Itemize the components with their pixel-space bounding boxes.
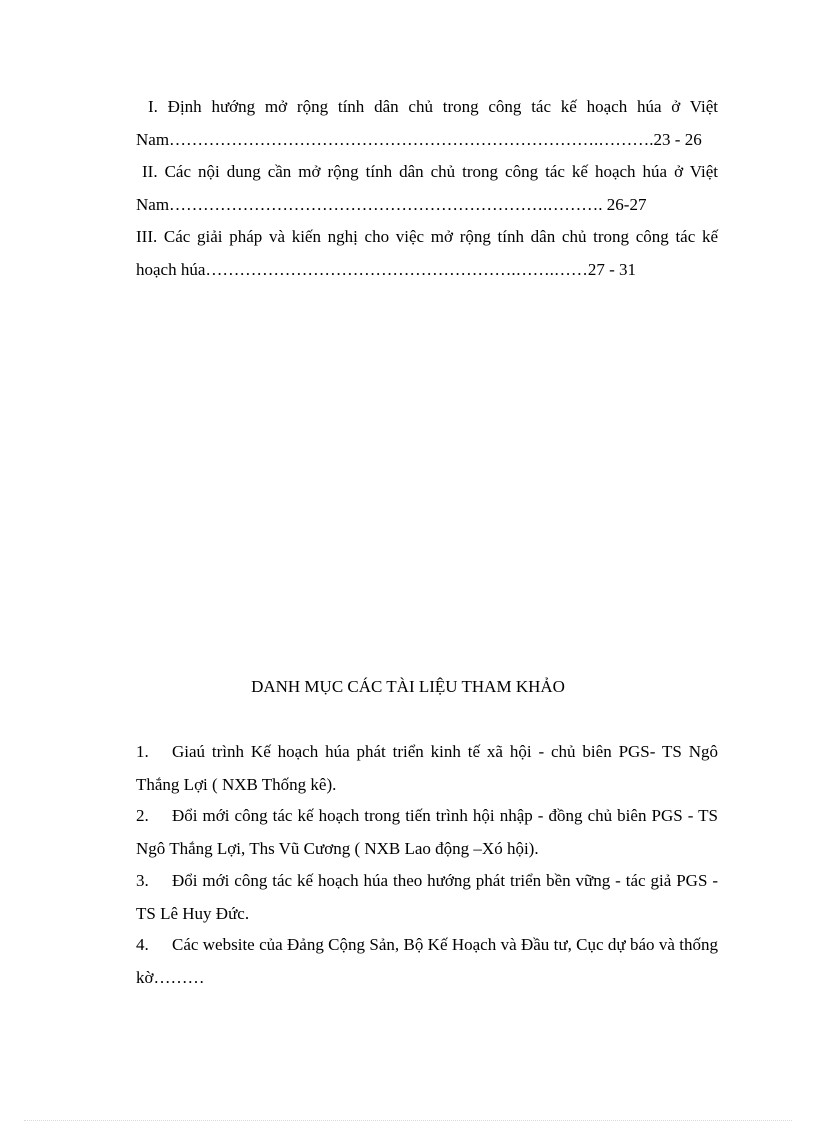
page-bottom-divider [24,1120,792,1121]
toc-entry-pages: 23 - 26 [653,130,702,149]
toc-entry-pages: 27 - 31 [587,260,637,279]
reference-number: 1. [136,742,149,761]
toc-entry [136,220,718,286]
toc-entry-text: II. Các nội dung cần mở rộng tính dân chủ trong công tác kế hoạch húa ở Việt Nam………………………………………………………….………. [136,162,718,214]
references-heading: DANH MỤC CÁC TÀI LIỆU THAM KHẢO [251,677,565,696]
reference-text: Đổi mới công tác kế hoạch trong tiến trình hội nhập - đồng chủ biên PGS - TS Ngô Thắng Lợi, Ths Vũ Cương ( NXB Lao động –Xó hội). [136,806,718,858]
toc-entry-text: I. Định hướng mở rộng tính dân chủ trong công tác kế hoạch húa ở Việt Nam………………………………………………………………….………. [136,97,718,149]
toc-entry-text: III. Các giải pháp và kiến nghị cho việc mở rộng tính dân chủ trong công tác kế hoạch húa……………………………………………….…….…… [136,227,718,279]
toc-entry-pages: 26-27 [602,195,647,214]
reference-item [136,928,718,994]
reference-number: 3. [136,871,149,890]
reference-item [136,799,718,865]
reference-text: Giaú trình Kế hoạch húa phát triển kinh tế xã hội - chủ biên PGS- TS Ngô Thắng Lợi ( NXB Thống kê). [136,742,718,794]
toc-entry [136,90,718,156]
reference-text: Các website của Đảng Cộng Sản, Bộ Kế Hoạch và Đầu tư, Cục dự báo và thống kờ……… [136,935,718,987]
reference-text: Đổi mới công tác kế hoạch húa theo hướng phát triển bền vững - tác giả PGS - TS Lê Huy Đức. [136,871,718,923]
reference-item [136,864,718,930]
reference-number: 2. [136,806,149,825]
toc-entry [136,155,718,221]
reference-item [136,735,718,801]
reference-number: 4. [136,935,149,954]
